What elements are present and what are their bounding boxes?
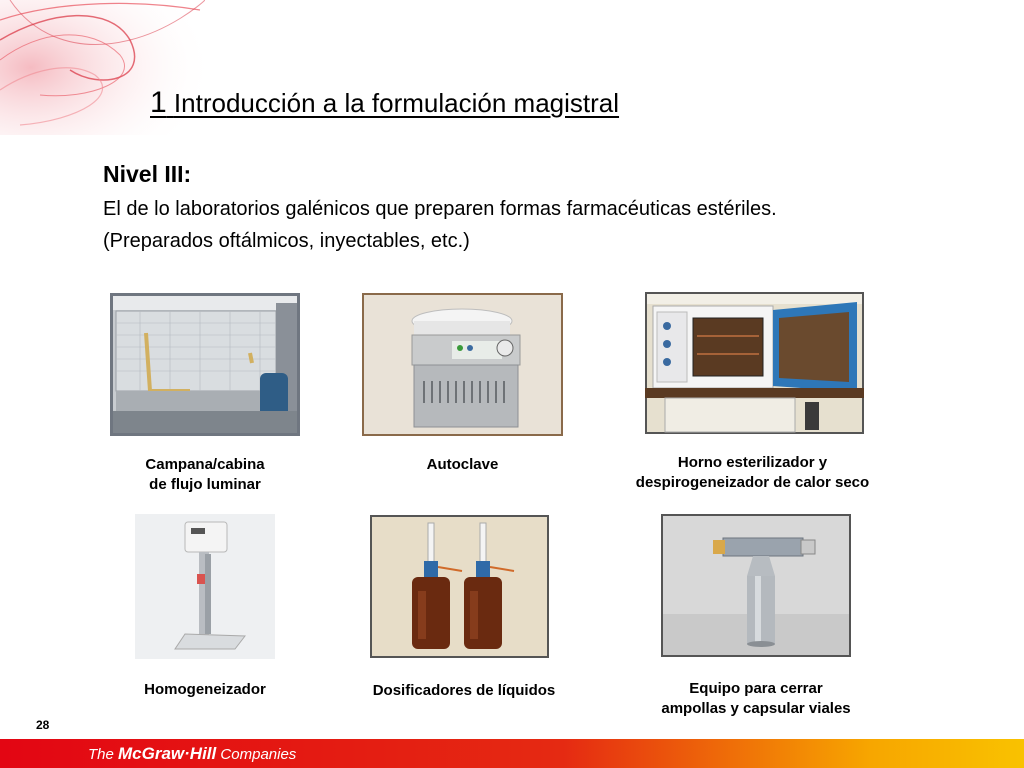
brand-name: McGraw·Hill (118, 744, 217, 763)
caption-homogenizer (110, 680, 300, 700)
footer-bar (0, 739, 1024, 768)
description-line-2: (Preparados oftálmicos, inyectables, etc.) (103, 230, 470, 252)
caption-line: Dosificadores de líquidos (372, 682, 556, 699)
brand-suffix: Companies (216, 746, 297, 763)
caption-line: Horno esterilizador y (677, 454, 828, 471)
caption-line: de flujo luminar (149, 476, 261, 493)
autoclave-photo (362, 293, 563, 436)
caption-line: Equipo para cerrar (689, 680, 823, 697)
oven-photo (645, 292, 864, 434)
laminar-flow-hood-photo (110, 293, 300, 436)
level-heading: Nivel III: (103, 161, 192, 187)
description-line-1: El de lo laboratorios galénicos que preparen formas farmacéuticas estériles. (103, 198, 777, 220)
slide-title (150, 86, 619, 120)
page-number: 28 (36, 718, 50, 732)
caption-line: ampollas y capsular viales (661, 700, 851, 717)
bottle-dispenser-photo (370, 515, 549, 658)
brand-prefix: The (88, 746, 119, 763)
caption-bottle-dispensers (344, 681, 584, 701)
title-number: 1 (150, 86, 167, 119)
caption-line: Campana/cabina (145, 456, 265, 473)
title-text: Introducción a la formulación magistral (173, 88, 620, 118)
caption-autoclave (362, 455, 563, 475)
homogenizer-photo (135, 514, 275, 659)
caption-oven (600, 453, 905, 493)
caption-line: despirogeneizador de calor seco (635, 474, 870, 491)
caption-line: Autoclave (426, 456, 499, 473)
ampoule-sealer-photo (661, 514, 851, 657)
caption-laminar-flow-hood (110, 455, 300, 495)
caption-ampoule-sealer (616, 679, 896, 719)
caption-line: Homogeneizador (144, 681, 266, 698)
brand-logo (88, 744, 296, 764)
